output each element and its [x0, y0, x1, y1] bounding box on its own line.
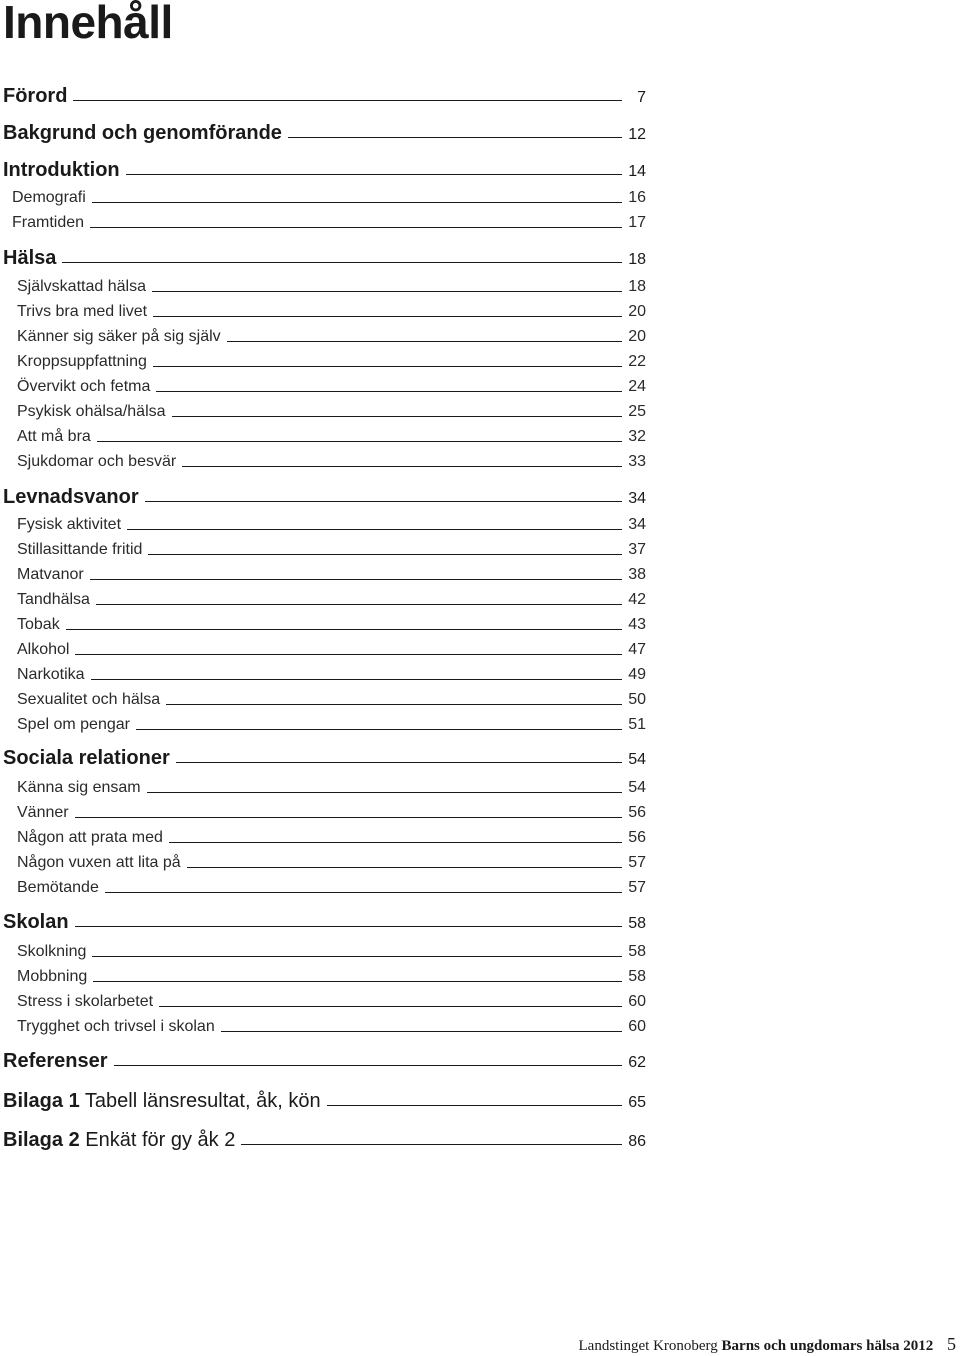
toc-leader-line	[105, 892, 622, 893]
toc-entry[interactable]	[0, 479, 646, 507]
toc-entry[interactable]	[0, 530, 646, 558]
toc-page-number: 17	[628, 214, 646, 231]
toc-entry[interactable]	[0, 317, 646, 345]
toc-entry-label: Skolan	[3, 911, 69, 933]
toc-entry-label: Kroppsuppfattning	[17, 353, 147, 370]
toc-leader-line	[327, 1105, 622, 1106]
toc-entry[interactable]	[0, 1083, 646, 1111]
toc-leader-line	[241, 1144, 622, 1145]
toc-page-number: 7	[637, 89, 646, 106]
toc-entry-label: Trivs bra med livet	[17, 303, 148, 320]
toc-entry-label: Tobak	[17, 616, 60, 633]
toc-entry[interactable]	[0, 932, 646, 960]
toc-entry-label: Bilaga 1	[3, 1090, 80, 1112]
toc-entry-label: Självskattad hälsa	[17, 278, 146, 295]
toc-entry-label: Sjukdomar och besvär	[17, 453, 177, 470]
toc-page-number: 25	[628, 403, 646, 420]
toc-entry-title	[0, 912, 69, 932]
toc-entry[interactable]	[0, 680, 646, 708]
toc-entry-label: Demografi	[12, 189, 86, 206]
toc-entry[interactable]	[0, 655, 646, 683]
toc-entry[interactable]	[0, 740, 646, 768]
toc-entry-title	[0, 1019, 215, 1035]
toc-page-number: 56	[628, 804, 646, 821]
toc-leader-line	[176, 762, 622, 763]
toc-entry[interactable]	[0, 843, 646, 871]
toc-entry[interactable]	[0, 267, 646, 295]
toc-entry-title	[0, 487, 139, 507]
toc-entry-label: Att må bra	[17, 428, 91, 445]
toc-entry[interactable]	[0, 555, 646, 583]
toc-entry-label: Sociala relationer	[3, 747, 170, 769]
toc-entry-label: Vänner	[17, 804, 69, 821]
toc-page-number: 12	[628, 126, 646, 143]
toc-page-number: 58	[628, 943, 646, 960]
toc-entry-subtitle: Enkät för gy åk 2	[79, 1129, 236, 1151]
toc-entry-title	[0, 880, 99, 896]
toc-entry-label: Förord	[3, 85, 68, 107]
toc-page-number: 37	[628, 541, 646, 558]
toc-entry[interactable]	[0, 78, 646, 106]
footer-publication-title: Barns och ungdomars hälsa 2012	[721, 1338, 934, 1354]
toc-page-number: 20	[628, 303, 646, 320]
toc-entry-label: Framtiden	[12, 214, 85, 231]
toc-page-number: 20	[628, 328, 646, 345]
toc-entry-label: Hälsa	[3, 247, 57, 269]
toc-entry-title	[0, 1051, 108, 1071]
toc-leader-line	[136, 729, 622, 730]
toc-entry-label: Någon att prata med	[17, 829, 163, 846]
toc-entry-label: Känner sig säker på sig själv	[17, 328, 221, 345]
toc-entry-label: Introduktion	[3, 159, 120, 181]
toc-page-number: 60	[628, 993, 646, 1010]
toc-entry-title	[0, 248, 56, 268]
toc-entry-label: Alkohol	[17, 641, 70, 658]
toc-page-number: 62	[628, 1054, 646, 1071]
toc-entry-label: Referenser	[3, 1050, 108, 1072]
toc-entry[interactable]	[0, 1043, 646, 1071]
toc-entry-title	[0, 1130, 235, 1150]
toc-entry[interactable]	[0, 115, 646, 143]
toc-entry-title	[0, 454, 176, 470]
toc-entry-label: Psykisk ohälsa/hälsa	[17, 403, 166, 420]
toc-entry[interactable]	[0, 605, 646, 633]
toc-entry[interactable]	[0, 705, 646, 733]
toc-entry-subtitle: Tabell länsresultat, åk, kön	[79, 1090, 321, 1112]
toc-entry-label: Sexualitet och hälsa	[17, 691, 161, 708]
toc-page-number: 14	[628, 163, 646, 180]
toc-entry[interactable]	[0, 505, 646, 533]
toc-page-number: 60	[628, 1018, 646, 1035]
toc-page-number: 33	[628, 453, 646, 470]
page-footer	[579, 1334, 957, 1355]
toc-entry-label: Bemötande	[17, 879, 99, 896]
toc-entry[interactable]	[0, 152, 646, 180]
toc-entry[interactable]	[0, 957, 646, 985]
toc-entry-title	[0, 215, 84, 231]
toc-entry[interactable]	[0, 442, 646, 470]
toc-leader-line	[182, 466, 622, 467]
toc-page-number: 34	[628, 490, 646, 507]
toc-page-number: 54	[628, 751, 646, 768]
toc-entry[interactable]	[0, 818, 646, 846]
toc-page-number: 18	[628, 251, 646, 268]
toc-page-number: 47	[628, 641, 646, 658]
toc-entry-label: Narkotika	[17, 666, 85, 683]
toc-entry[interactable]	[0, 203, 646, 231]
toc-entry[interactable]	[0, 904, 646, 932]
toc-entry-title	[0, 123, 282, 143]
toc-entry-label: Mobbning	[17, 968, 88, 985]
toc-entry-label: Fysisk aktivitet	[17, 516, 122, 533]
toc-entry-label: Någon vuxen att lita på	[17, 854, 181, 871]
toc-entry-title	[0, 86, 67, 106]
toc-leader-line	[90, 227, 622, 228]
toc-entry[interactable]	[0, 178, 646, 206]
toc-entry[interactable]	[0, 768, 646, 796]
page-title: Innehåll	[3, 0, 173, 48]
toc-entry[interactable]	[0, 417, 646, 445]
toc-page-number: 58	[628, 915, 646, 932]
toc-entry[interactable]	[0, 1122, 646, 1150]
toc-entry-label: Övervikt och fetma	[17, 378, 151, 395]
toc-leader-line	[288, 137, 622, 138]
toc-leader-line	[73, 100, 622, 101]
toc-leader-line	[75, 926, 622, 927]
toc-entry-title	[0, 748, 170, 768]
toc-entry[interactable]	[0, 630, 646, 658]
toc-entry[interactable]	[0, 793, 646, 821]
toc-entry[interactable]	[0, 240, 646, 268]
toc-page-number: 24	[628, 378, 646, 395]
toc-entry-label: Levnadsvanor	[3, 486, 139, 508]
toc-page-number: 51	[628, 716, 646, 733]
toc-entry[interactable]	[0, 868, 646, 896]
toc-entry[interactable]	[0, 367, 646, 395]
toc-page-number: 86	[628, 1133, 646, 1150]
footer-page-number: 5	[947, 1334, 956, 1354]
footer-organization: Landstinget Kronoberg	[578, 1338, 718, 1354]
toc-entry-label: Känna sig ensam	[17, 779, 141, 796]
toc-page-number: 18	[628, 278, 646, 295]
toc-page-number: 54	[628, 779, 646, 796]
toc-entry[interactable]	[0, 982, 646, 1010]
toc-page-number: 57	[628, 854, 646, 871]
toc-entry-label: Matvanor	[17, 566, 84, 583]
toc-entry-label: Spel om pengar	[17, 716, 130, 733]
toc-leader-line	[62, 262, 622, 263]
toc-entry[interactable]	[0, 580, 646, 608]
toc-entry-label: Skolkning	[17, 943, 87, 960]
toc-page-number: 56	[628, 829, 646, 846]
toc-entry-label: Stillasittande fritid	[17, 541, 143, 558]
toc-entry-title	[0, 1091, 321, 1111]
toc-leader-line	[145, 501, 622, 502]
toc-page-number: 57	[628, 879, 646, 896]
toc-leader-line	[114, 1065, 622, 1066]
toc-page-number: 32	[628, 428, 646, 445]
toc-page-number: 16	[628, 189, 646, 206]
toc-entry-label: Tandhälsa	[17, 591, 90, 608]
toc-entry[interactable]	[0, 392, 646, 420]
toc-entry[interactable]	[0, 342, 646, 370]
toc-entry-label: Stress i skolarbetet	[17, 993, 154, 1010]
toc-page-number: 50	[628, 691, 646, 708]
toc-page-number: 34	[628, 516, 646, 533]
toc-entry-label: Bakgrund och genomförande	[3, 122, 282, 144]
toc-entry[interactable]	[0, 292, 646, 320]
toc-page-number: 42	[628, 591, 646, 608]
toc-leader-line	[221, 1031, 622, 1032]
toc-page-number: 22	[628, 353, 646, 370]
toc-entry-title	[0, 160, 120, 180]
toc-page-number: 58	[628, 968, 646, 985]
toc-entry-title	[0, 717, 130, 733]
toc-page-number: 65	[628, 1094, 646, 1111]
toc-page-number: 49	[628, 666, 646, 683]
toc-page-number: 38	[628, 566, 646, 583]
toc-entry-label: Bilaga 2	[3, 1129, 80, 1151]
toc-entry[interactable]	[0, 1007, 646, 1035]
toc-entry-label: Trygghet och trivsel i skolan	[17, 1018, 215, 1035]
toc-page-number: 43	[628, 616, 646, 633]
toc-leader-line	[126, 174, 622, 175]
